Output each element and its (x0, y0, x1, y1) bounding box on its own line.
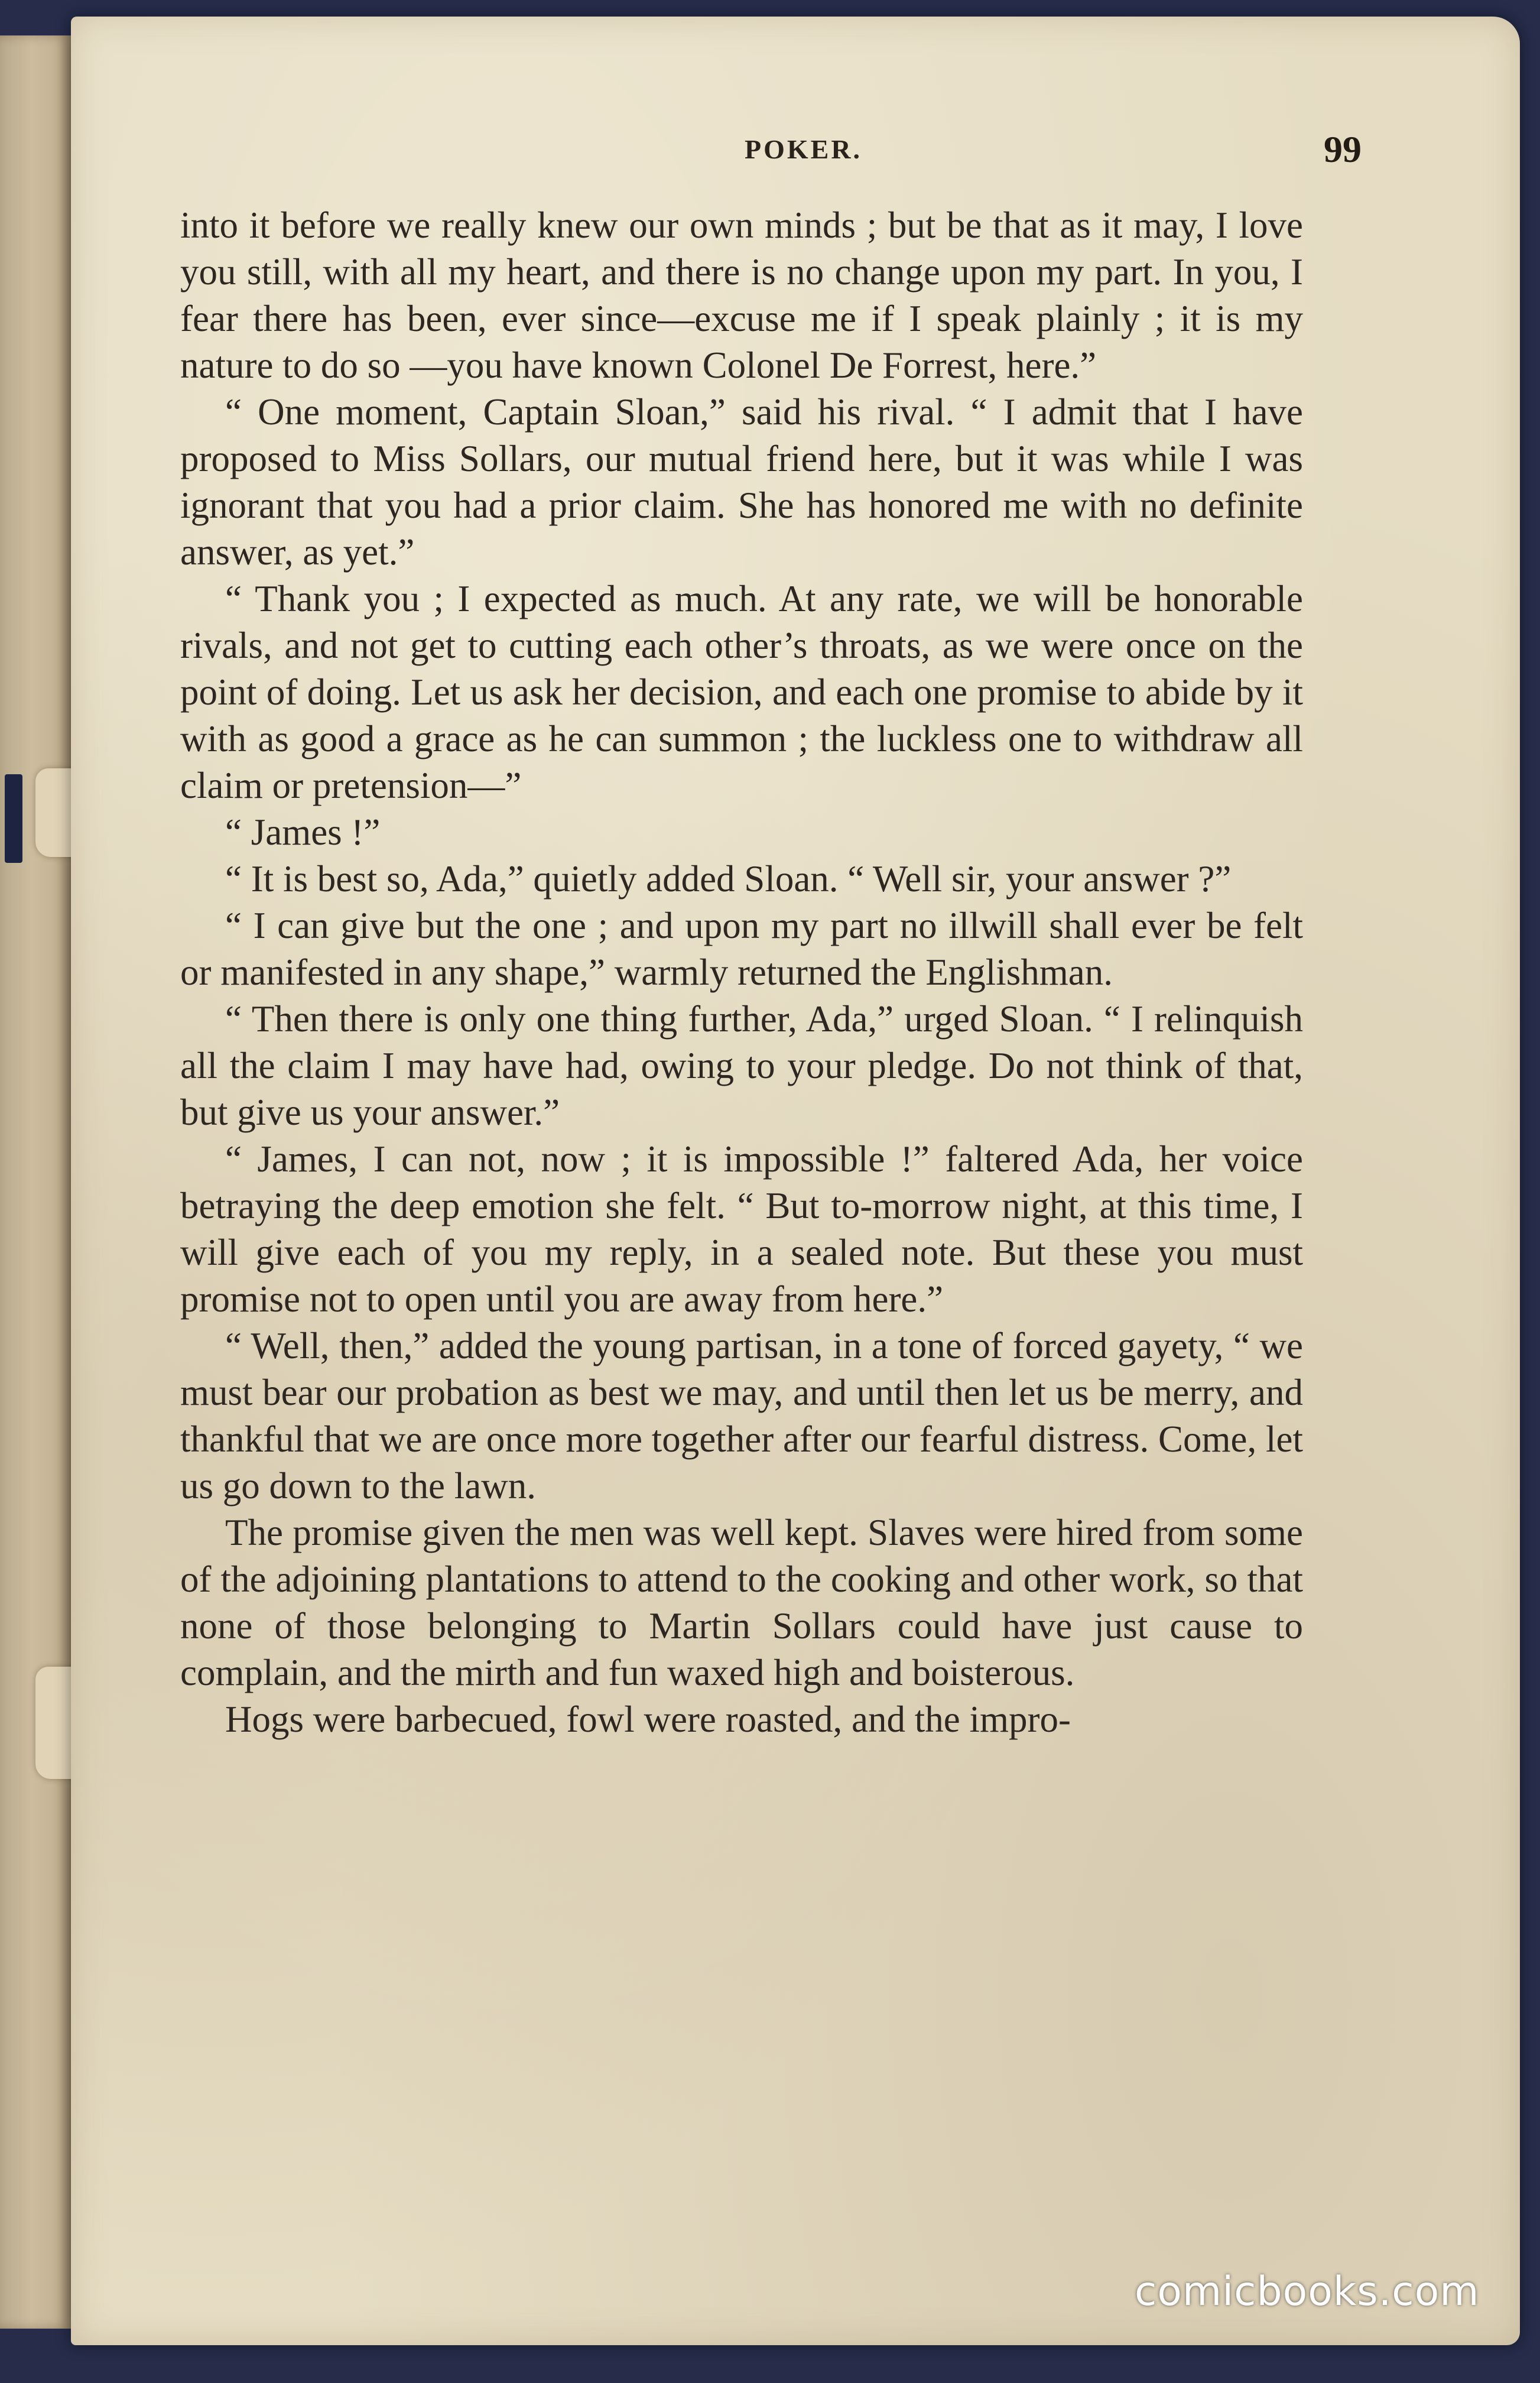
paragraph: “ One moment, Captain Sloan,” said his rival. “ I admit that I have proposed to Miss Sollars, our mutual friend here, but it was while I was ignorant that you had a prior claim. She has honored me with no definite answer, as yet.” (180, 391, 1303, 573)
body-text (180, 202, 1303, 1743)
page-number: 99 (1324, 128, 1362, 170)
paragraph: “ James, I can not, now ; it is impossible !” faltered Ada, her voice betraying the deep emotion she felt. “ But to-morrow night, at this time, I will give each of you my reply, in a sealed note. But these you must promise not to open until you are away from here.” (180, 1138, 1303, 1320)
paragraph: “ Thank you ; I expected as much. At any rate, we will be honorable rivals, and not get to cutting each other’s throats, as we were once on the point of doing. Let us ask her decision, and each one promise to abide by it with as good a grace as he can summon ; the luckless one to withdraw all claim or pretension—” (180, 578, 1303, 806)
paragraph: “ It is best so, Ada,” quietly added Sloan. “ Well sir, your answer ?” (225, 858, 1232, 900)
watermark: comicbooks.com (1135, 2268, 1480, 2315)
paragraph: The promise given the men was well kept. Slaves were hired from some of the adjoining plantations to attend to the cooking and other work, so that none of those belonging to Martin Sollars could have just cause to complain, and the mirth and fun waxed high and boisterous. (180, 1512, 1303, 1693)
adjacent-page-edge (0, 35, 73, 2329)
paragraph: “ Well, then,” added the young partisan, in a tone of forced gayety, “ we must bear our probation as best we may, and until then let us be merry, and thankful that we are once more together after our fearful distress. Come, let us go down to the lawn. (180, 1325, 1303, 1507)
paragraph: “ James !” (225, 811, 381, 853)
paragraph: “ Then there is only one thing further, Ada,” urged Sloan. “ I relinquish all the claim I may have had, owing to your pledge. Do not think of that, but give us your answer.” (180, 998, 1303, 1133)
paragraph: Hogs were barbecued, fowl were roasted, and the impro- (225, 1699, 1071, 1740)
paragraph: “ I can give but the one ; and upon my part no illwill shall ever be felt or manifested in any shape,” warmly returned the Englishman. (180, 905, 1303, 993)
running-head: POKER. (745, 134, 863, 164)
paragraph: into it before we really knew our own minds ; but be that as it may, I love you still, with all my heart, and there is no change upon my part. In you, I fear there has been, ever since—excuse me if I speak plainly ; it is my nature to do so —you have known Colonel De Forrest, here.” (180, 204, 1303, 386)
binding-notch (5, 774, 22, 863)
